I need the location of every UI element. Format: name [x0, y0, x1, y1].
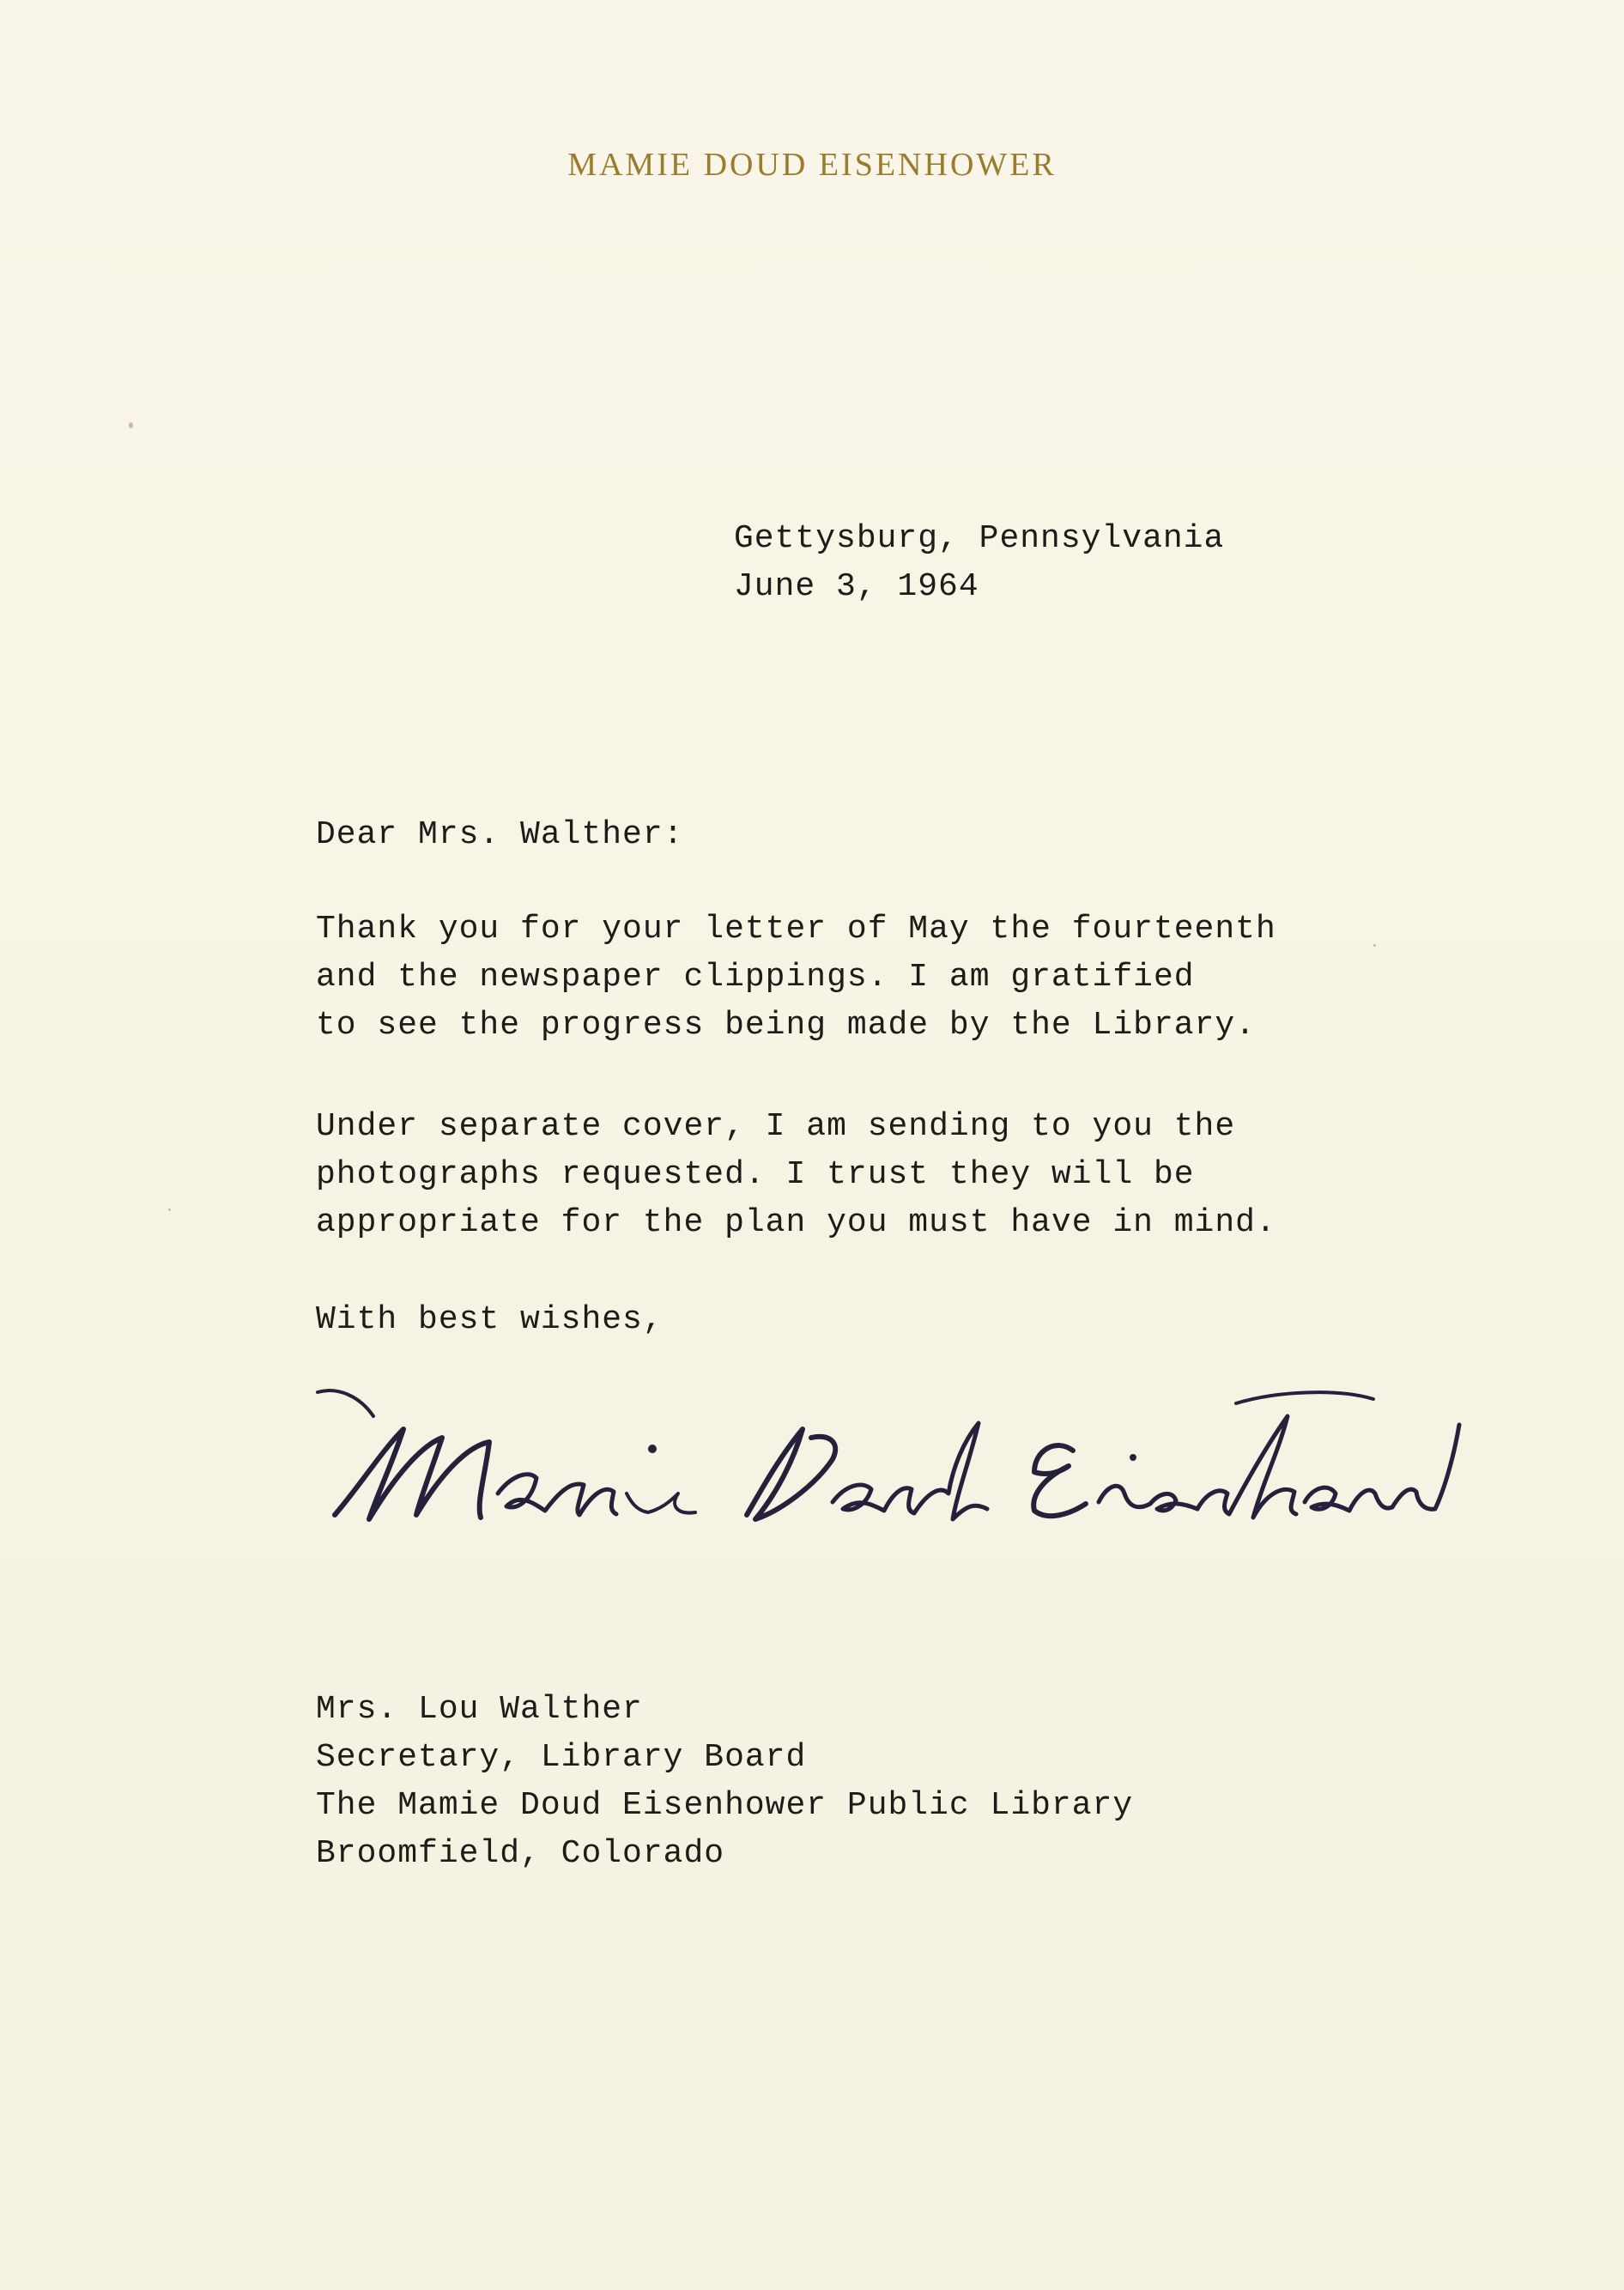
handwritten-signature — [300, 1356, 1485, 1554]
letterhead: MAMIE DOUD EISENHOWER — [567, 147, 1057, 183]
date-block — [734, 515, 1224, 611]
paragraph-2-line: photographs requested. I trust they will be — [316, 1156, 1195, 1193]
recipient-line: Broomfield, Colorado — [316, 1835, 725, 1872]
paragraph-1-line: Thank you for your letter of May the fourteenth — [316, 911, 1276, 948]
paragraph-2-line: appropriate for the plan you must have in mind. — [316, 1204, 1276, 1241]
paragraph-2 — [316, 1103, 1276, 1247]
place-line: Gettysburg, Pennsylvania — [734, 520, 1225, 557]
paragraph-2-line: Under separate cover, I am sending to you the — [316, 1108, 1236, 1145]
recipient-line: Mrs. Lou Walther — [316, 1691, 643, 1728]
salutation: Dear Mrs. Walther: — [316, 816, 684, 853]
paper-speck — [168, 1209, 171, 1211]
closing: With best wishes, — [316, 1301, 664, 1338]
recipient-address — [316, 1686, 1133, 1878]
paragraph-1-line: and the newspaper clippings. I am gratified — [316, 959, 1195, 996]
recipient-line: The Mamie Doud Eisenhower Public Library — [316, 1787, 1134, 1824]
paragraph-1-line: to see the progress being made by the Library. — [316, 1007, 1256, 1044]
recipient-line: Secretary, Library Board — [316, 1739, 807, 1776]
paper-speck — [129, 422, 133, 428]
date-line: June 3, 1964 — [734, 568, 979, 605]
paper-speck — [1373, 944, 1376, 947]
paragraph-1 — [316, 906, 1276, 1050]
